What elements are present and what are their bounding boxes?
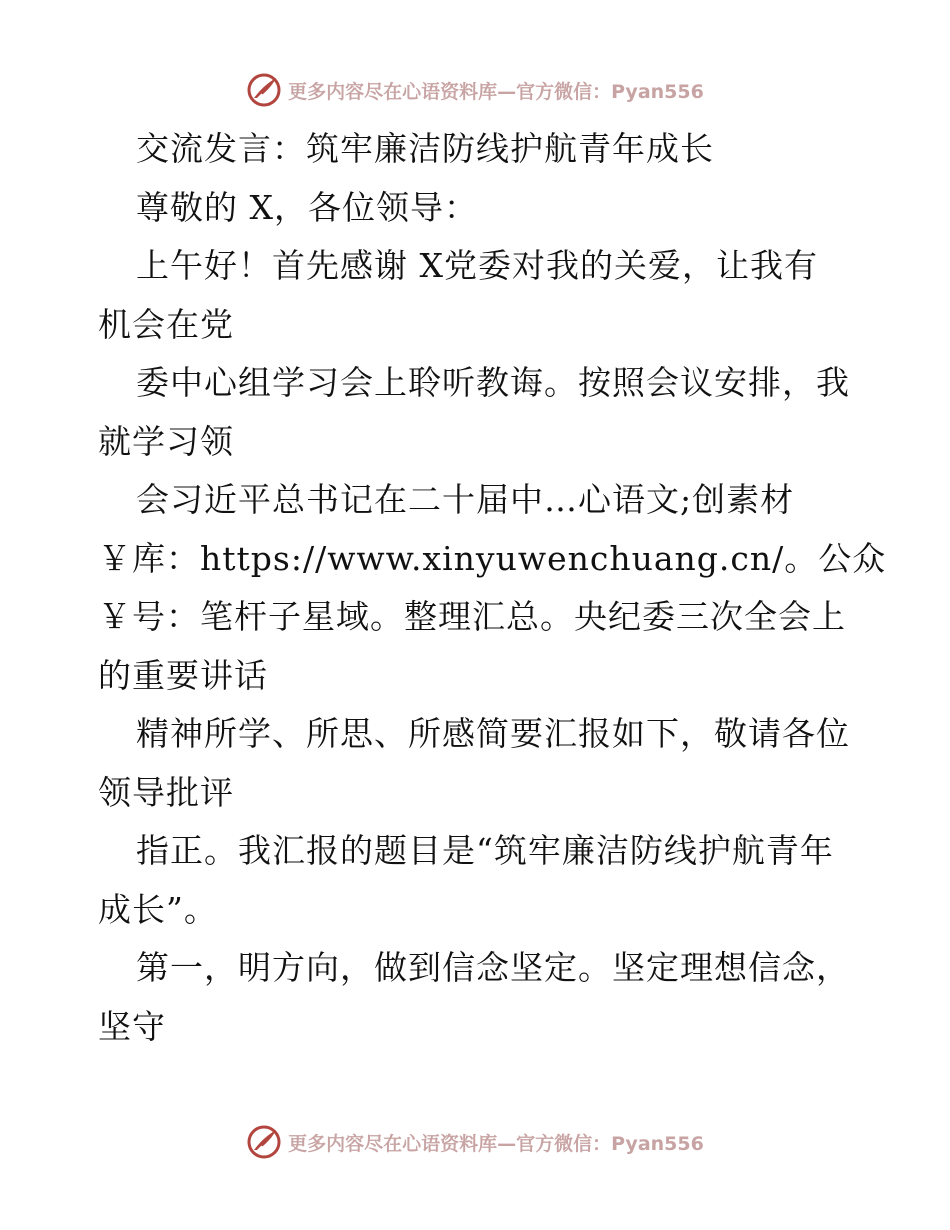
quill-logo-icon bbox=[246, 1124, 282, 1160]
footer-watermark-banner bbox=[0, 1124, 950, 1160]
footer-watermark-text: 更多内容尽在心语资料库—官方微信：Pyan556 bbox=[288, 1132, 704, 1155]
text-line: 成长”。 bbox=[98, 889, 218, 929]
text-line: 领导批评 bbox=[98, 772, 234, 812]
header-watermark-text: 更多内容尽在心语资料库—官方微信：Pyan556 bbox=[288, 80, 704, 103]
header-watermark-banner bbox=[0, 72, 950, 108]
text-line: ￥号：笔杆子星域。整理汇总。央纪委三次全会上 bbox=[98, 597, 846, 636]
text-line: 上午好！首先感谢 X党委对我的关爱，让我有 bbox=[136, 246, 818, 285]
text-line: 会习近平总书记在二十届中…心语文;创素材 bbox=[136, 480, 795, 519]
text-line: 机会在党 bbox=[98, 304, 234, 344]
text-line: 委中心组学习会上聆听教诲。按照会议安排，我 bbox=[136, 363, 850, 402]
text-line: 第一，明方向，做到信念坚定。坚定理想信念， bbox=[136, 948, 850, 987]
text-line: 尊敬的 X，各位领导： bbox=[136, 187, 478, 227]
text-line: 指正。我汇报的题目是“筑牢廉洁防线护航青年 bbox=[136, 831, 834, 870]
quill-logo-icon bbox=[246, 72, 282, 108]
text-line: 精神所学、所思、所感简要汇报如下，敬请各位 bbox=[136, 714, 850, 753]
text-line: 坚守 bbox=[98, 1006, 166, 1046]
text-line: 的重要讲话 bbox=[98, 655, 268, 695]
text-line: 交流发言：筑牢廉洁防线护航青年成长 bbox=[136, 129, 714, 168]
text-line: ￥库：https://www.xinyuwenchuang.cn/。公众 bbox=[98, 538, 887, 578]
document-body bbox=[98, 120, 887, 1056]
text-line: 就学习领 bbox=[98, 421, 234, 461]
